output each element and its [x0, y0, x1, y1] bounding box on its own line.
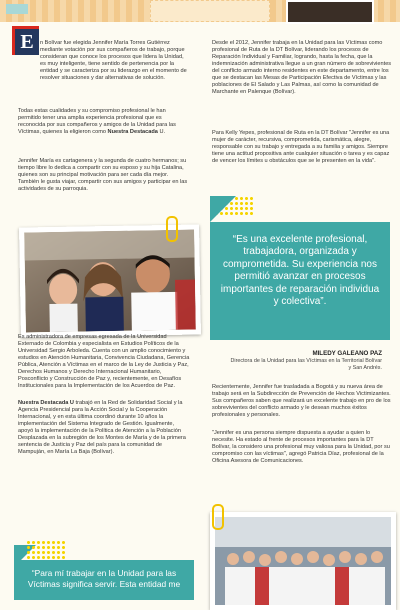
- qualities-paragraph: Todas estas cualidades y su compromiso profesional le han permitido tener una amplia experiencia profesional que es reconocida por sus compañeros y amigos de la Unidad para las Víctimas, quienes la eligieron como Nuestra Destacada U.: [18, 108, 176, 135]
- career-paragraph: Nuestra Destacada U trabajó en la Red de Solidaridad Social y la Agencia Presidencial para la Acción Social y la Cooperación Internacional, y en esta última coordinó durante 10 años la implementación del Sistema Integrado de Gestión. Igualmente, apoyó la implementación de la Política de Atención a la Población Desplazada en la subregión de los Montes de María y de la primera sentencia de Justicia y Paz del país para la comunidad de Mampuján, en María La Baja (Bolívar).: [18, 400, 186, 455]
- photo-illustration: [24, 230, 196, 333]
- quote1-role: Directora de la Unidad para las Víctimas en la Territorial Bolívar y San Andrés.: [230, 358, 382, 371]
- paperclip-icon: [166, 216, 178, 242]
- quote2-box: [14, 560, 194, 600]
- dropcap-letter: E: [12, 26, 39, 55]
- patricia-quote-paragraph: "Jennifer es una persona siempre dispuesta a ayudar a quien lo necesite. Ha estado al frente de procesos importantes para la DT Bolívar, la considero una profesional muy valiosa para la Unidad, por su compromiso con las víctimas", agregó Patricia Díaz, profesional de la Oficina Asesora de Comunicaciones.: [212, 430, 390, 464]
- quote1-author: MILEDY GALEANO PAZ: [312, 350, 382, 357]
- kelly-quote-paragraph: Para Kelly Yepes, profesional de Ruta en la DT Bolívar "Jennifer es una mujer de carácter, recursiva, comprometida, carismática, alegre, responsable con su trabajo y entregada a su familia y amigos. Siempre tiene una actitud propositiva ante cualquier situación o tarea y es capaz de vencer los límites u obstáculos que se le presenten en la vida".: [212, 130, 390, 164]
- personal-paragraph: Jennifer María es cartagenera y la segunda de cuatro hermanos; su tiempo libre lo dedica a compartir con su esposo y su hija Catalina, quienes son su principal motivación para ser cada día mejor. También le gusta viajar, compartir con sus amigos y participar en las actividades de su parroquia.: [18, 158, 188, 192]
- corner-decoration: [6, 4, 28, 14]
- paperclip-icon: [212, 504, 224, 530]
- quote1-text: “Es una excelente profesional, trabajadora, organizada y comprometida. Su experiencia nos permitió avanzar en procesos importantes de reparación individua y colectiva”.: [220, 234, 380, 308]
- quote2-text: “Para mí trabajar en la Unidad para las Víctimas significa servir. Esta entidad me: [27, 568, 181, 589]
- quote2-dots-decoration: [26, 540, 66, 560]
- intro-paragraph: n Bolívar fue elegida Jennifer María Torres Gutiérrez mediante votación por sus compañeros de trabajo, porque consideran que conoce los procesos que lidera la Unidad, es muy inteligente, tiene sentido de pertenencia por la entidad y se caracteriza por su liderazgo en el momento de resolver situaciones y dar alternativas de solución.: [40, 40, 187, 81]
- work-paragraph: Desde el 2012, Jennifer trabaja en la Unidad para las Víctimas como profesional de Ruta de la DT Bolívar, liderando los procesos de Reparación Individual y Familiar, logrando, hasta la fecha, que la indemnización administrativa llegue a un gran número de sobrevivientes del conflicto armado interno residentes en este departamento, entre los que se destacan las Mesas de Participación Efectiva de Víctimas y las poblaciones de El Salado y Las Palmas, así como la comunidad de Marchante en Palenque (Bolívar).: [212, 40, 392, 95]
- group-photo-illustration: [215, 517, 391, 605]
- education-paragraph: Es administradora de empresas egresada de la Universidad Externado de Colombia y especialista en Estudios Políticos de la Universidad Sergio Arboleda. Cuenta con un amplio conocimiento y estudios en Atención Humanitaria, Convivencia Ciudadana, Gerencia Pública, Atención a Víctimas en el marco de la Ley de Justicia y Paz, Derechos Humanos y Derecho Internacional Humanitario, Posconflicto y Construcción de Paz y, recientemente, en Desafíos Institucionales para la Implementación de los Acuerdos de Paz.: [18, 334, 190, 389]
- group-photo: [210, 512, 396, 610]
- quote1-corner-decoration: [210, 196, 236, 222]
- quote1-box: [210, 222, 390, 340]
- transfer-paragraph: Recientemente, Jennifer fue trasladada a Bogotá y su nueva área de trabajo será en la Subdirección de Prevención de Hechos Victimizantes. Sus compañeros saben que realizará un excelente trabajo en pro de los sobrevivientes del conflicto armado y le desean muchos éxitos profesionales y personales.: [212, 384, 391, 418]
- top-stamp-decoration: [150, 0, 270, 22]
- top-photo-stamp: [286, 0, 374, 24]
